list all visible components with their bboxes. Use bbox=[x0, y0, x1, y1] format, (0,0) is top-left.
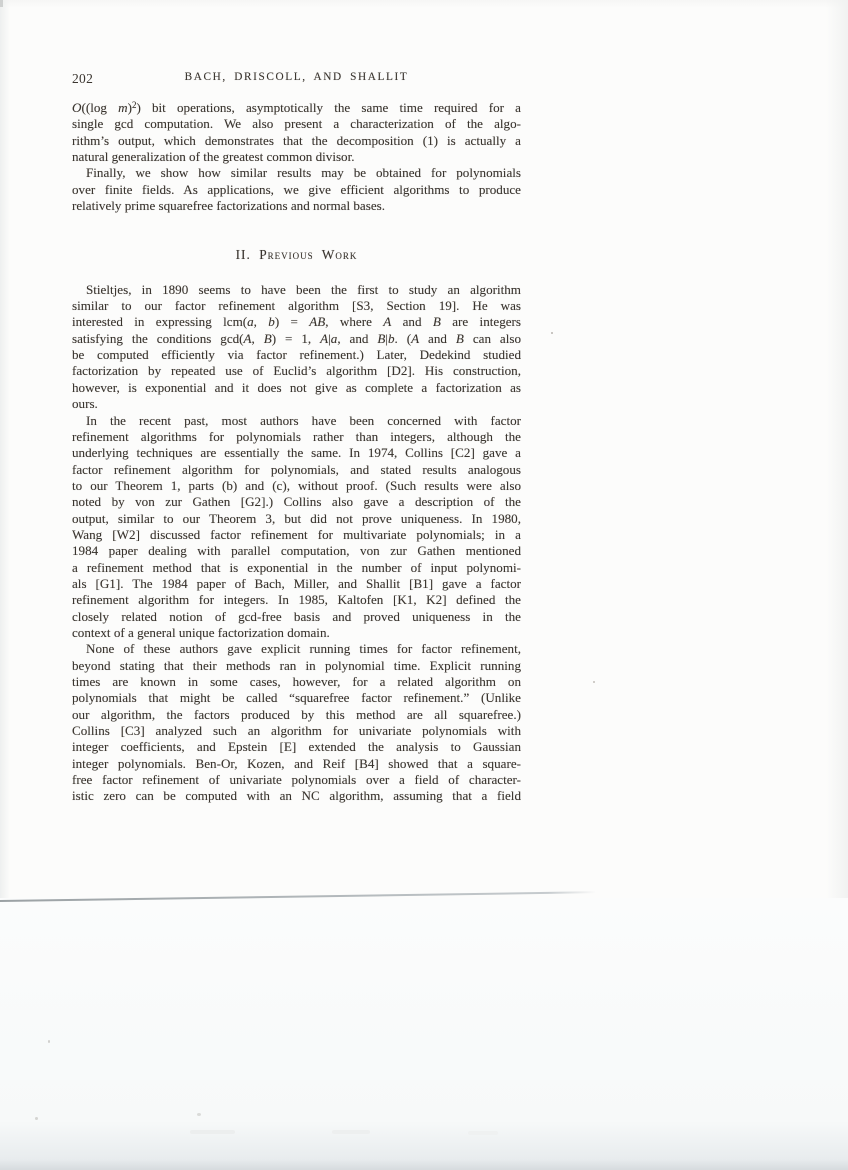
text-line: integer polynomials. Ben-Or, Kozen, and Reif [B4] showed that a square- bbox=[72, 755, 521, 771]
text-line: noted by von zur Gathen [G2].) Collins also gave a description of the bbox=[72, 494, 521, 510]
scan-speck bbox=[35, 1117, 38, 1120]
text-line: single gcd computation. We also present a characterization of the algo- bbox=[72, 116, 521, 132]
text-line: Wang [W2] discussed factor refinement for multivariate polynomials; in a bbox=[72, 526, 521, 542]
text-line: refinement algorithm for integers. In 1985, Kaltofen [K1, K2] defined the bbox=[72, 592, 521, 608]
scan-speck bbox=[593, 681, 595, 683]
scan-corner-artifact bbox=[0, 0, 3, 7]
text-line: In the recent past, most authors have been concerned with factor bbox=[86, 412, 521, 428]
text-line: however, is exponential and it does not give as complete a factorization as bbox=[72, 379, 521, 395]
text-line: underlying techniques are essentially the same. In 1974, Collins [C2] gave a bbox=[72, 445, 521, 461]
scan-smudge bbox=[190, 1130, 235, 1134]
text-line: be computed efficiently via factor refinement.) Later, Dedekind studied bbox=[72, 347, 521, 363]
scan-speck bbox=[551, 332, 553, 334]
scan-speck bbox=[197, 1113, 201, 1116]
text-line: natural generalization of the greatest common divisor. bbox=[72, 149, 355, 165]
text-line: over finite fields. As applications, we give efficient algorithms to produce bbox=[72, 181, 521, 197]
text-line: None of these authors gave explicit running times for factor refinement, bbox=[86, 641, 521, 657]
text-line: factor refinement algorithm for polynomials, and stated results analogous bbox=[72, 461, 521, 477]
scan-speck bbox=[48, 1040, 50, 1043]
text-line: factorization by repeated use of Euclid’s algorithm [D2]. His construction, bbox=[72, 363, 521, 379]
text-line: to our Theorem 1, parts (b) and (c), without proof. (Such results were also bbox=[72, 477, 521, 493]
text-line: O((log m)$^2$) bit operations, asymptotically the same time required for a bbox=[72, 100, 521, 115]
article-body bbox=[72, 100, 521, 805]
text-line: als [G1]. The 1984 paper of Bach, Miller, and Shallit [B1] gave a factor bbox=[72, 575, 521, 591]
paragraph bbox=[72, 641, 521, 804]
text-line: output, similar to our Theorem 3, but did not prove uniqueness. In 1980, bbox=[72, 510, 521, 526]
text-line: istic zero can be computed with an NC algorithm, assuming that a field bbox=[72, 788, 521, 804]
text-line: Collins [C3] analyzed such an algorithm for univariate polynomials with bbox=[72, 723, 521, 739]
section-heading: II. Previous Work bbox=[235, 247, 358, 263]
text-line: closely related notion of gcd-free basis and proved uniqueness in the bbox=[72, 608, 521, 624]
text-line: context of a general unique factorization domain. bbox=[72, 624, 330, 640]
text-line: 1984 paper dealing with parallel computation, von zur Gathen mentioned bbox=[72, 543, 521, 559]
text-line: refinement algorithms for polynomials rather than integers, although the bbox=[72, 428, 521, 444]
scan-smudge bbox=[332, 1130, 370, 1134]
text-line: satisfying the conditions gcd(A, B) = 1, A|a, and B|b. (A and B can also bbox=[72, 330, 521, 346]
text-line: rithm’s output, which demonstrates that the decomposition (1) is actually a bbox=[72, 132, 521, 148]
paragraph bbox=[72, 165, 521, 214]
scanner-background bbox=[0, 898, 848, 1170]
text-line: integer coefficients, and Epstein [E] extended the analysis to Gaussian bbox=[72, 739, 521, 755]
text-line: ours. bbox=[72, 396, 98, 412]
text-line: relatively prime squarefree factorizations and normal bases. bbox=[72, 198, 386, 214]
running-head: BACH, DRISCOLL, AND SHALLIT bbox=[184, 71, 409, 83]
scan-smudge bbox=[468, 1131, 498, 1135]
text-line: polynomials that might be called “squarefree factor refinement.” (Unlike bbox=[72, 690, 521, 706]
text-line: a refinement method that is exponential in the number of input polynomi- bbox=[72, 559, 521, 575]
paragraph bbox=[72, 413, 521, 642]
page-header bbox=[72, 71, 521, 86]
paragraph bbox=[72, 282, 521, 413]
text-line: interested in expressing lcm(a, b) = AB, where A and B are integers bbox=[72, 314, 521, 330]
text-line: times are known in some cases, however, for a related algorithm on bbox=[72, 674, 521, 689]
paragraph bbox=[72, 100, 521, 165]
text-line: our algorithm, the factors produced by this method are all squarefree.) bbox=[72, 706, 521, 722]
text-line: free factor refinement of univariate polynomials over a field of character- bbox=[72, 772, 521, 788]
text-line: Finally, we show how similar results may be obtained for polynomials bbox=[86, 165, 521, 181]
text-line: Stieltjes, in 1890 seems to have been the first to study an algorithm bbox=[86, 281, 521, 297]
text-line: similar to our factor refinement algorithm [S3, Section 19]. He was bbox=[72, 298, 521, 314]
text-line: beyond stating that their methods ran in polynomial time. Explicit running bbox=[72, 657, 521, 673]
page-number: 202 bbox=[72, 71, 94, 86]
